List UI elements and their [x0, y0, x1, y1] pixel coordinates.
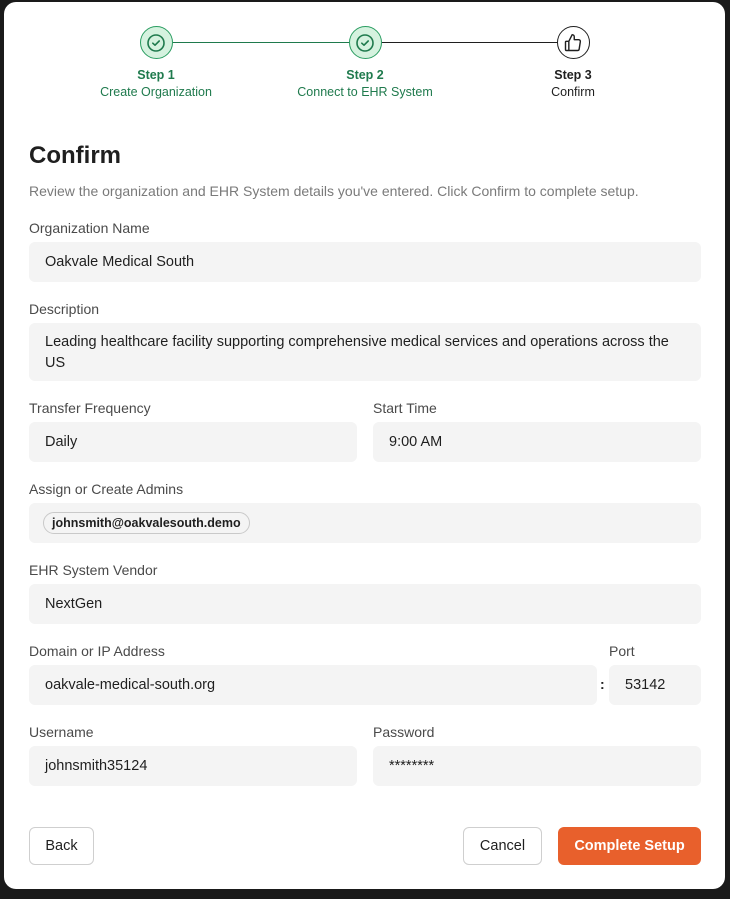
check-circle-icon [349, 26, 382, 59]
cancel-button[interactable]: Cancel [463, 827, 542, 865]
back-button[interactable]: Back [29, 827, 94, 865]
domain-label: Domain or IP Address [29, 643, 165, 659]
start-time-field[interactable]: 9:00 AM [373, 422, 701, 462]
setup-wizard-card [4, 2, 725, 889]
step-2-number: Step 2 [346, 68, 384, 82]
admins-field[interactable] [29, 503, 701, 543]
username-field[interactable]: johnsmith35124 [29, 746, 357, 786]
check-circle-icon [140, 26, 173, 59]
password-field[interactable]: ******** [373, 746, 701, 786]
description-label: Description [29, 301, 100, 317]
port-label: Port [609, 643, 635, 659]
transfer-frequency-field[interactable]: Daily [29, 422, 357, 462]
stepper [4, 2, 725, 112]
ehr-vendor-field[interactable]: NextGen [29, 584, 701, 624]
page-title: Confirm [29, 142, 121, 169]
step-2-label: Connect to EHR System [297, 85, 433, 99]
thumbs-up-icon [557, 26, 590, 59]
admins-label: Assign or Create Admins [29, 481, 184, 497]
username-label: Username [29, 724, 94, 740]
step-3 [473, 26, 673, 101]
admin-chip[interactable]: johnsmith@oakvalesouth.demo [43, 512, 250, 534]
page-subtitle: Review the organization and EHR System details you've entered. Click Confirm to complete setup. [29, 183, 639, 199]
password-label: Password [373, 724, 435, 740]
organization-name-field[interactable]: Oakvale Medical South [29, 242, 701, 282]
start-time-label: Start Time [373, 400, 437, 416]
step-1 [56, 26, 256, 101]
ehr-vendor-label: EHR System Vendor [29, 562, 158, 578]
complete-setup-button[interactable]: Complete Setup [558, 827, 701, 865]
step-2 [265, 26, 465, 101]
step-1-label: Create Organization [100, 85, 212, 99]
organization-name-label: Organization Name [29, 220, 150, 236]
port-separator: : [600, 676, 605, 692]
port-field[interactable]: 53142 [609, 665, 701, 705]
domain-field[interactable]: oakvale-medical-south.org [29, 665, 597, 705]
step-1-number: Step 1 [137, 68, 175, 82]
step-3-number: Step 3 [554, 68, 592, 82]
step-3-label: Confirm [551, 85, 595, 99]
transfer-frequency-label: Transfer Frequency [29, 400, 151, 416]
description-field[interactable]: Leading healthcare facility supporting comprehensive medical services and operations across the US [29, 323, 701, 381]
